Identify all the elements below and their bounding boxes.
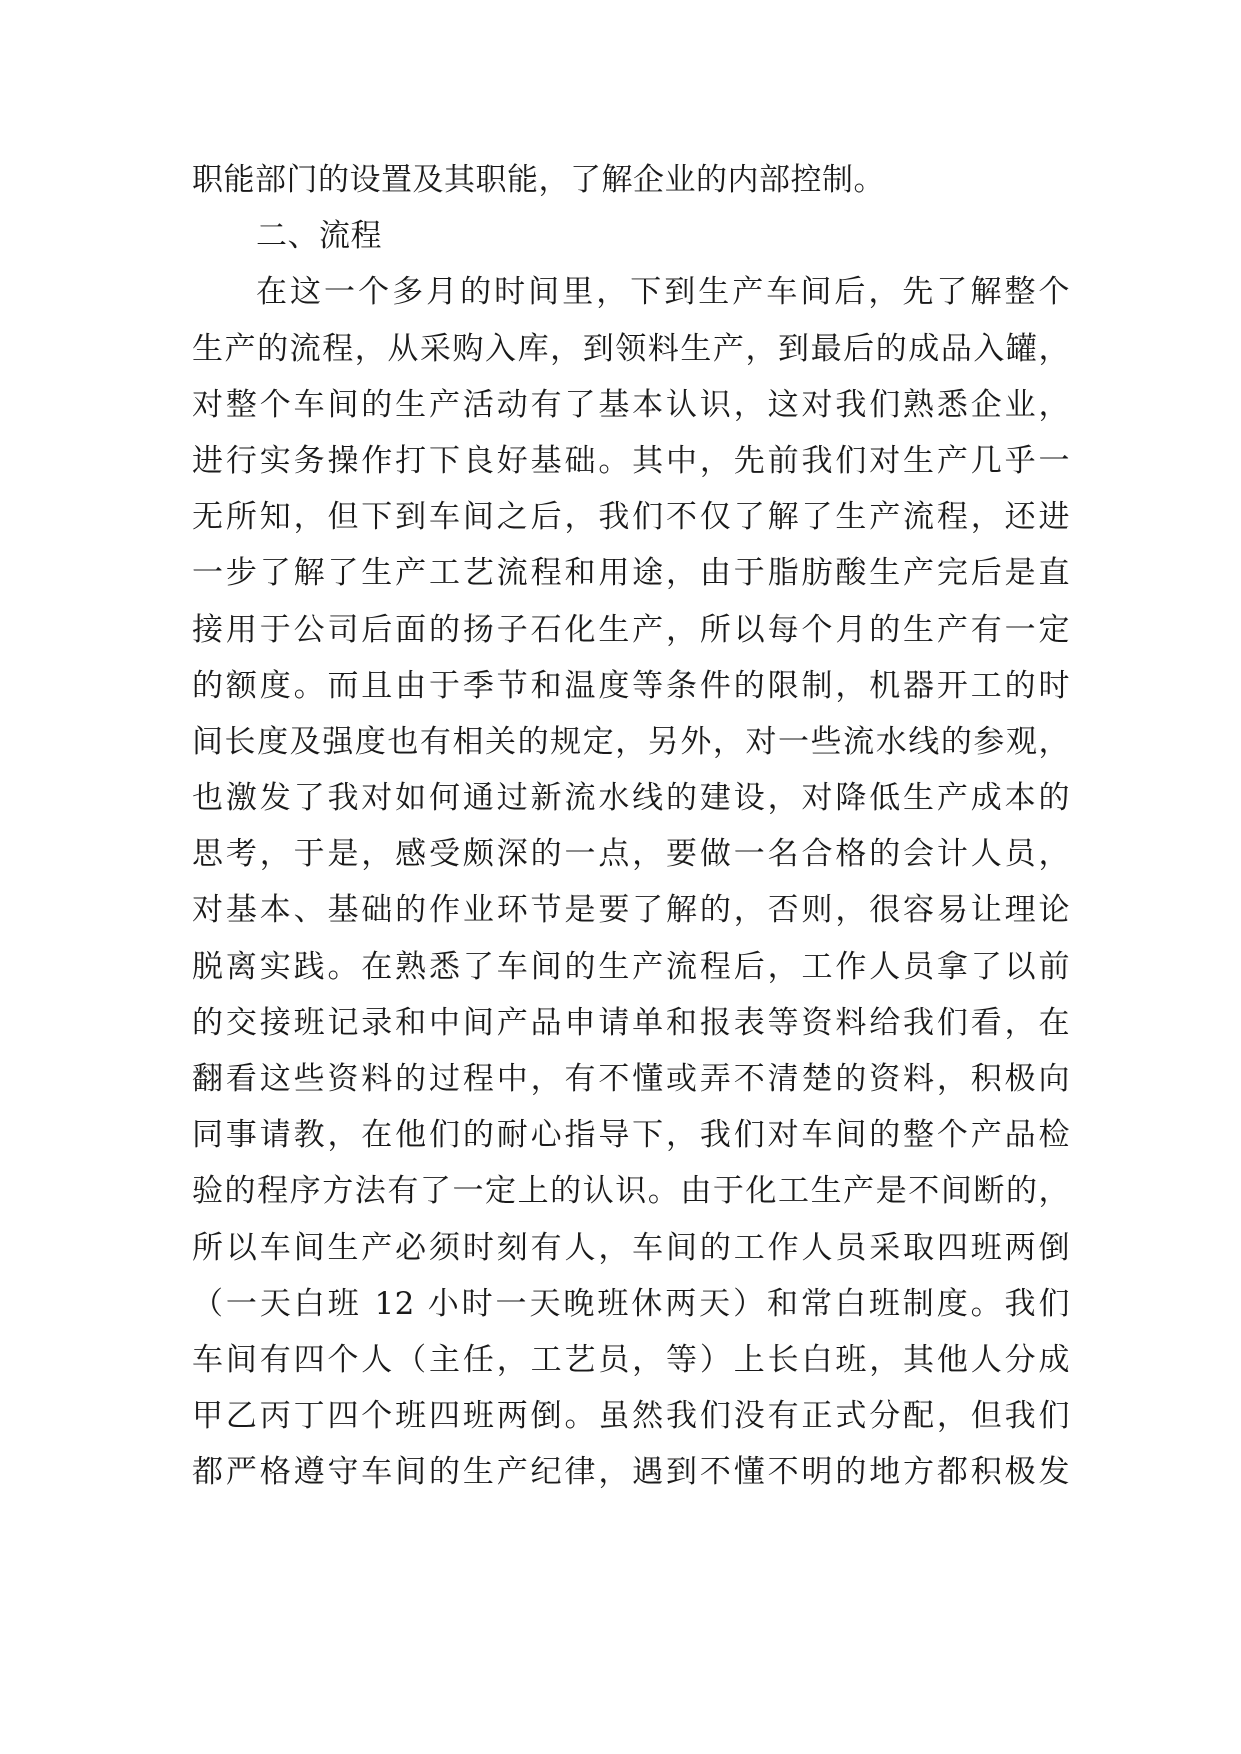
section-heading: 二、流程 <box>256 218 382 255</box>
paragraph-line: 验的程序方法有了一定上的认识。由于化工生产是不间断的， <box>192 1173 1070 1210</box>
paragraph-line: 生产的流程，从采购入库，到领料生产，到最后的成品入罐， <box>192 330 1070 367</box>
paragraph-line: 脱离实践。在熟悉了车间的生产流程后，工作人员拿了以前 <box>192 948 1070 985</box>
paragraph-line: 同事请教，在他们的耐心指导下，我们对车间的整个产品检 <box>192 1117 1070 1154</box>
paragraph-line: 间长度及强度也有相关的规定，另外，对一些流水线的参观， <box>192 723 1070 760</box>
paragraph-line: 也激发了我对如何通过新流水线的建设，对降低生产成本的 <box>192 780 1070 817</box>
paragraph-line: 无所知，但下到车间之后，我们不仅了解了生产流程，还进 <box>192 499 1070 536</box>
paragraph-line: 都严格遵守车间的生产纪律，遇到不懂不明的地方都积极发 <box>192 1454 1070 1491</box>
paragraph-line: 车间有四个人（主任，工艺员，等）上长白班，其他人分成 <box>192 1341 1070 1378</box>
paragraph-line: 对基本、基础的作业环节是要了解的，否则，很容易让理论 <box>192 892 1070 929</box>
paragraph-line: 思考，于是，感受颇深的一点，要做一名合格的会计人员， <box>192 836 1070 873</box>
paragraph-line: 一步了解了生产工艺流程和用途，由于脂肪酸生产完后是直 <box>192 555 1070 592</box>
paragraph-line: 对整个车间的生产活动有了基本认识，这对我们熟悉企业， <box>192 386 1070 423</box>
paragraph-line: 的额度。而且由于季节和温度等条件的限制，机器开工的时 <box>192 667 1070 704</box>
paragraph-line: 接用于公司后面的扬子石化生产，所以每个月的生产有一定 <box>192 611 1070 648</box>
paragraph-line: 在这一个多月的时间里，下到生产车间后，先了解整个 <box>256 274 1070 311</box>
body-text <box>192 152 1070 1501</box>
paragraph-line: （一天白班 12 小时一天晚班休两天）和常白班制度。我们 <box>192 1285 1070 1322</box>
paragraph-line: 甲乙丙丁四个班四班两倒。虽然我们没有正式分配，但我们 <box>192 1398 1070 1435</box>
paragraph-line: 进行实务操作打下良好基础。其中，先前我们对生产几乎一 <box>192 442 1070 479</box>
paragraph-line: 翻看这些资料的过程中，有不懂或弄不清楚的资料，积极向 <box>192 1061 1070 1097</box>
paragraph-line: 职能部门的设置及其职能，了解企业的内部控制。 <box>192 162 885 198</box>
paragraph-line: 的交接班记录和中间产品申请单和报表等资料给我们看，在 <box>192 1004 1070 1041</box>
paragraph-line: 所以车间生产必须时刻有人，车间的工作人员采取四班两倒 <box>192 1229 1070 1266</box>
